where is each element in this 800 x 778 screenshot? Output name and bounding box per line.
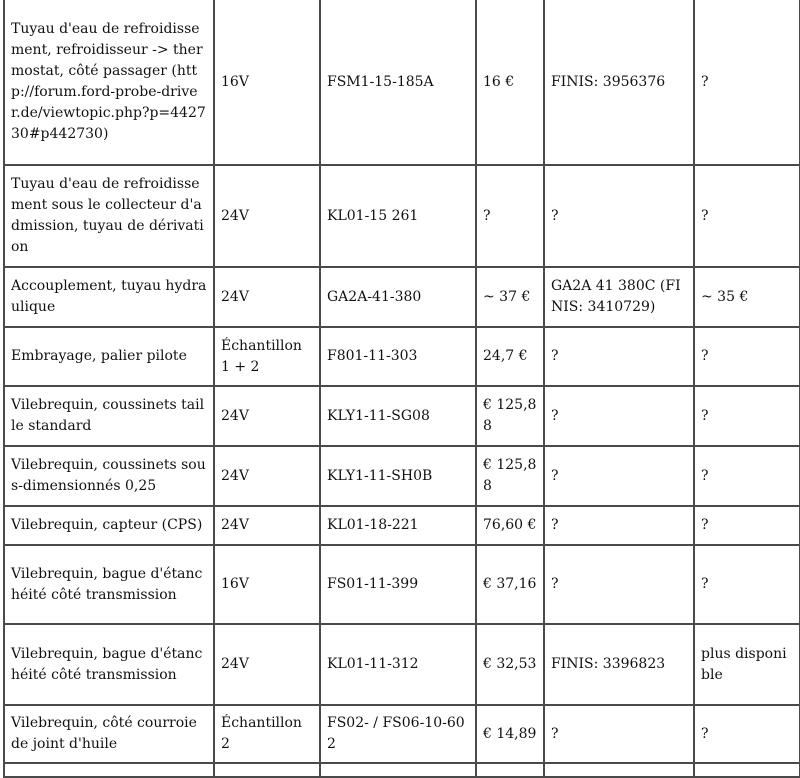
table-row — [4, 506, 800, 545]
description-cell: Vilebrequin, bague d'étanchéité côté transmission — [4, 624, 214, 705]
alt-price-cell: ? — [694, 705, 800, 763]
part-number-cell: KL01-18-221 — [320, 506, 476, 545]
alt-number-cell: ? — [544, 545, 694, 624]
part-number-cell: FSM1-15-185A — [320, 0, 476, 165]
price-cell: 16 € — [476, 0, 544, 165]
price-cell: € 37,16 — [476, 545, 544, 624]
table-row — [4, 386, 800, 446]
price-cell: ~ 37 € — [476, 267, 544, 327]
alt-number-cell: ? — [544, 386, 694, 446]
alt-price-cell: ? — [694, 0, 800, 165]
alt-price-cell: ? — [694, 386, 800, 446]
alt-price-cell: ? — [694, 165, 800, 267]
part-number-cell: KLY1-11-SH0B — [320, 446, 476, 506]
description-cell: Vilebrequin, côté courroie de joint d'huile — [4, 705, 214, 763]
price-cell: € 32,53 — [476, 624, 544, 705]
alt-number-cell: ? — [544, 165, 694, 267]
engine-cell: 16V — [214, 0, 320, 165]
alt-number-cell: FINIS: 3956376 — [544, 0, 694, 165]
alt-price-cell: ? — [694, 506, 800, 545]
price-cell: ? — [476, 165, 544, 267]
engine-cell: 24V — [214, 446, 320, 506]
part-number-cell: KL01-15 261 — [320, 165, 476, 267]
description-cell: Tuyau d'eau de refroidissement sous le collecteur d'admission, tuyau de dérivation — [4, 165, 214, 267]
empty-cell — [694, 763, 800, 777]
parts-table — [3, 0, 800, 778]
empty-cell — [4, 763, 214, 777]
alt-price-cell: ? — [694, 446, 800, 506]
part-number-cell: F801-11-303 — [320, 327, 476, 386]
engine-cell: Échantillon 1 + 2 — [214, 327, 320, 386]
alt-price-cell: plus disponible — [694, 624, 800, 705]
alt-number-cell: ? — [544, 446, 694, 506]
table-row — [4, 705, 800, 763]
empty-cell — [320, 763, 476, 777]
part-number-cell: KLY1-11-SG08 — [320, 386, 476, 446]
alt-number-cell: ? — [544, 705, 694, 763]
table-row-partial — [4, 763, 800, 777]
alt-number-cell: ? — [544, 327, 694, 386]
price-cell: 24,7 € — [476, 327, 544, 386]
description-cell: Tuyau d'eau de refroidissement, refroidisseur -> thermostat, côté passager (http://forum.ford-probe-driver.de/viewtopic.php?p=442730#p442730) — [4, 0, 214, 165]
engine-cell: 24V — [214, 165, 320, 267]
empty-cell — [544, 763, 694, 777]
table-row — [4, 0, 800, 165]
alt-number-cell: FINIS: 3396823 — [544, 624, 694, 705]
description-cell: Embrayage, palier pilote — [4, 327, 214, 386]
empty-cell — [214, 763, 320, 777]
engine-cell: 24V — [214, 624, 320, 705]
price-cell: 76,60 € — [476, 506, 544, 545]
description-cell: Vilebrequin, bague d'étanchéité côté transmission — [4, 545, 214, 624]
table-row — [4, 327, 800, 386]
part-number-cell: KL01-11-312 — [320, 624, 476, 705]
table-row — [4, 165, 800, 267]
table-row — [4, 545, 800, 624]
price-cell: € 125,88 — [476, 386, 544, 446]
alt-price-cell: ? — [694, 327, 800, 386]
alt-price-cell: ? — [694, 545, 800, 624]
description-cell: Vilebrequin, capteur (CPS) — [4, 506, 214, 545]
engine-cell: 16V — [214, 545, 320, 624]
empty-cell — [476, 763, 544, 777]
description-cell: Vilebrequin, coussinets taille standard — [4, 386, 214, 446]
part-number-cell: FS01-11-399 — [320, 545, 476, 624]
engine-cell: Échantillon 2 — [214, 705, 320, 763]
part-number-cell: GA2A-41-380 — [320, 267, 476, 327]
description-cell: Vilebrequin, coussinets sous-dimensionnés 0,25 — [4, 446, 214, 506]
engine-cell: 24V — [214, 506, 320, 545]
alt-number-cell: ? — [544, 506, 694, 545]
price-cell: € 125,88 — [476, 446, 544, 506]
table-row — [4, 267, 800, 327]
part-number-cell: FS02- / FS06-10-602 — [320, 705, 476, 763]
alt-price-cell: ~ 35 € — [694, 267, 800, 327]
table-row — [4, 446, 800, 506]
description-cell: Accouplement, tuyau hydraulique — [4, 267, 214, 327]
alt-number-cell: GA2A 41 380C (FINIS: 3410729) — [544, 267, 694, 327]
price-cell: € 14,89 — [476, 705, 544, 763]
engine-cell: 24V — [214, 386, 320, 446]
engine-cell: 24V — [214, 267, 320, 327]
table-row — [4, 624, 800, 705]
